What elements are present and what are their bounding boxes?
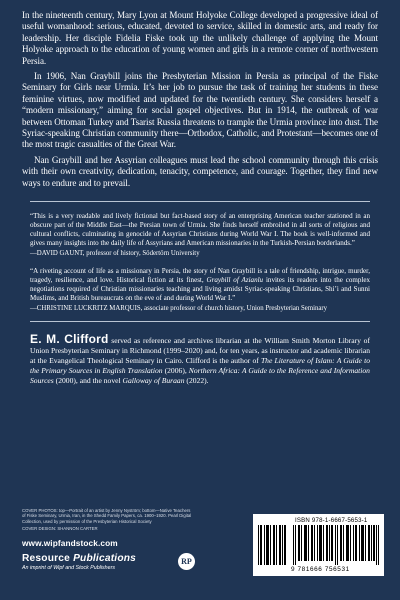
- endorsement: [30, 212, 370, 258]
- book-title: The Literature of Islam: A Guide to the Primary Sources in English Translation: [30, 356, 370, 376]
- publisher-name-italic: Publications: [73, 553, 137, 564]
- blurb-paragraph: In the nineteenth century, Mary Lyon at Mount Holyoke College developed a progressive ideal of useful womanhood: serious, educated, devoted to service, skilled in domestic arts, and ready for leadership. Her disciple Fidelia Fiske took up the unlikely challenge of applying the Mount Holyoke approach to the education of young women and girls in a remote corner of northwestern Persia.: [22, 10, 378, 66]
- endorser-name: —CHRISTINE LUCKRITZ MARQUIS,: [30, 304, 143, 312]
- endorsement-attribution: [30, 304, 370, 313]
- endorsement-text-part: “A riveting account of life as a missionary in Persia, the story of Nan Graybill is a tale of friendship, intrigue, murder, tragedy, resilience, and love. Historical fiction at its finest,: [30, 266, 370, 284]
- divider: [30, 321, 370, 322]
- author-bio: [30, 334, 370, 386]
- endorsement: [30, 267, 370, 313]
- publisher-logo-icon: RP: [178, 553, 195, 570]
- endorsement-text-part: invites its readers into the complex negotiations required of Christian missionaries teaching and living amidst Syriac-speaking Christians, Shi’i and Sunni Muslims, and British bureaucrats on the eve of and during World War I.”: [30, 275, 370, 302]
- blurb-paragraph: In 1906, Nan Graybill joins the Presbyterian Mission in Persia as principal of the Fiske Seminary for Girls near Urmia. It’s her job to pursue the task of training her students in these feminine virtues, now modified and updated for the twentieth century. She considers herself a “modern missionary,” aiming for social gospel objectives. But in 1914, the outbreak of war between Ottoman Turkey and Tsarist Russia threatens to trample the Urmia province into dust. The Syriac-speaking Christian community there—Orthodox, Catholic, and Protestant—becomes one of the most tragic casualties of the Great War.: [22, 71, 378, 150]
- endorsement-attribution: [30, 249, 370, 258]
- endorser-name: —DAVID GAUNT,: [30, 250, 85, 258]
- cover-credits: [22, 508, 192, 531]
- publisher-block: [22, 553, 136, 571]
- publisher-name: [22, 553, 136, 564]
- endorser-role: professor of history, Södertörn University: [86, 250, 200, 258]
- isbn-digits: 9 781666 756531: [291, 566, 350, 573]
- blurb-paragraph: Nan Graybill and her Assyrian colleagues must lead the school community through this crisis with their own creativity, dedication, tenacity, competence, and courage. Together, they find new ways to endure and to prevail.: [22, 154, 378, 188]
- book-title: Northern Africa: A Guide to the Reference and Information Sources: [30, 366, 370, 386]
- barcode-icon: [293, 525, 379, 565]
- book-title: Graybill of Azianlu: [206, 275, 264, 284]
- book-title: Galloway of Buraan: [122, 376, 185, 386]
- endorsement-text: “This is a very readable and lively fictional but fact-based story of an enterprising American teacher stationed in an obscure part of the Middle East—the Persian town of Urmia. She finds herself embroiled in all sorts of religious and cultural conflicts, culminating in genocide of Assyrian Christians during World War I. The book is well-informed and gives many insights into the daily life of Assyrians and American missionaries in the Turkish-Persian borderlands.”: [30, 212, 370, 248]
- price-barcode-icon: [257, 525, 287, 565]
- photo-credits: COVER PHOTOS: top—Portrait of an artist by Jenny Nyström; bottom—Native Teachers of Fiske Seminary, Urmia, Iran, in the Shedd Family Papers, ca. 1900–1920. Pearl Digital Collection, used by permission of the Presbyterian Historical Society: [22, 508, 192, 524]
- publisher-imprint: An imprint of Wipf and Stock Publishers: [22, 565, 115, 571]
- bio-text: (2006),: [162, 366, 189, 376]
- bio-text: (2022).: [184, 376, 209, 386]
- isbn-barcode: [253, 514, 384, 576]
- endorsement-text: [30, 267, 370, 303]
- design-credit: COVER DESIGN: SHANNON CARTER: [22, 525, 98, 531]
- divider: [30, 201, 370, 202]
- publisher-name-main: Resource: [22, 553, 74, 564]
- bio-text: served as reference and archives librarian at the William Smith Morton Library of Union Presbyterian Seminary in Richmond (1999–2020) and, for ten years, as instructor and academic librarian at the Evangelical Theological Seminary in Cairo. Clifford is the author of: [30, 336, 370, 366]
- endorser-role: associate professor of church history, Union Presbyterian Seminary: [144, 304, 328, 312]
- description-blurb: [22, 10, 378, 189]
- bio-text: (2000), and the novel: [53, 376, 123, 386]
- author-name: E. M. Clifford: [30, 332, 109, 347]
- isbn-label: ISBN 978-1-6667-5653-1: [295, 517, 368, 524]
- publisher-website[interactable]: www.wipfandstock.com: [22, 538, 118, 548]
